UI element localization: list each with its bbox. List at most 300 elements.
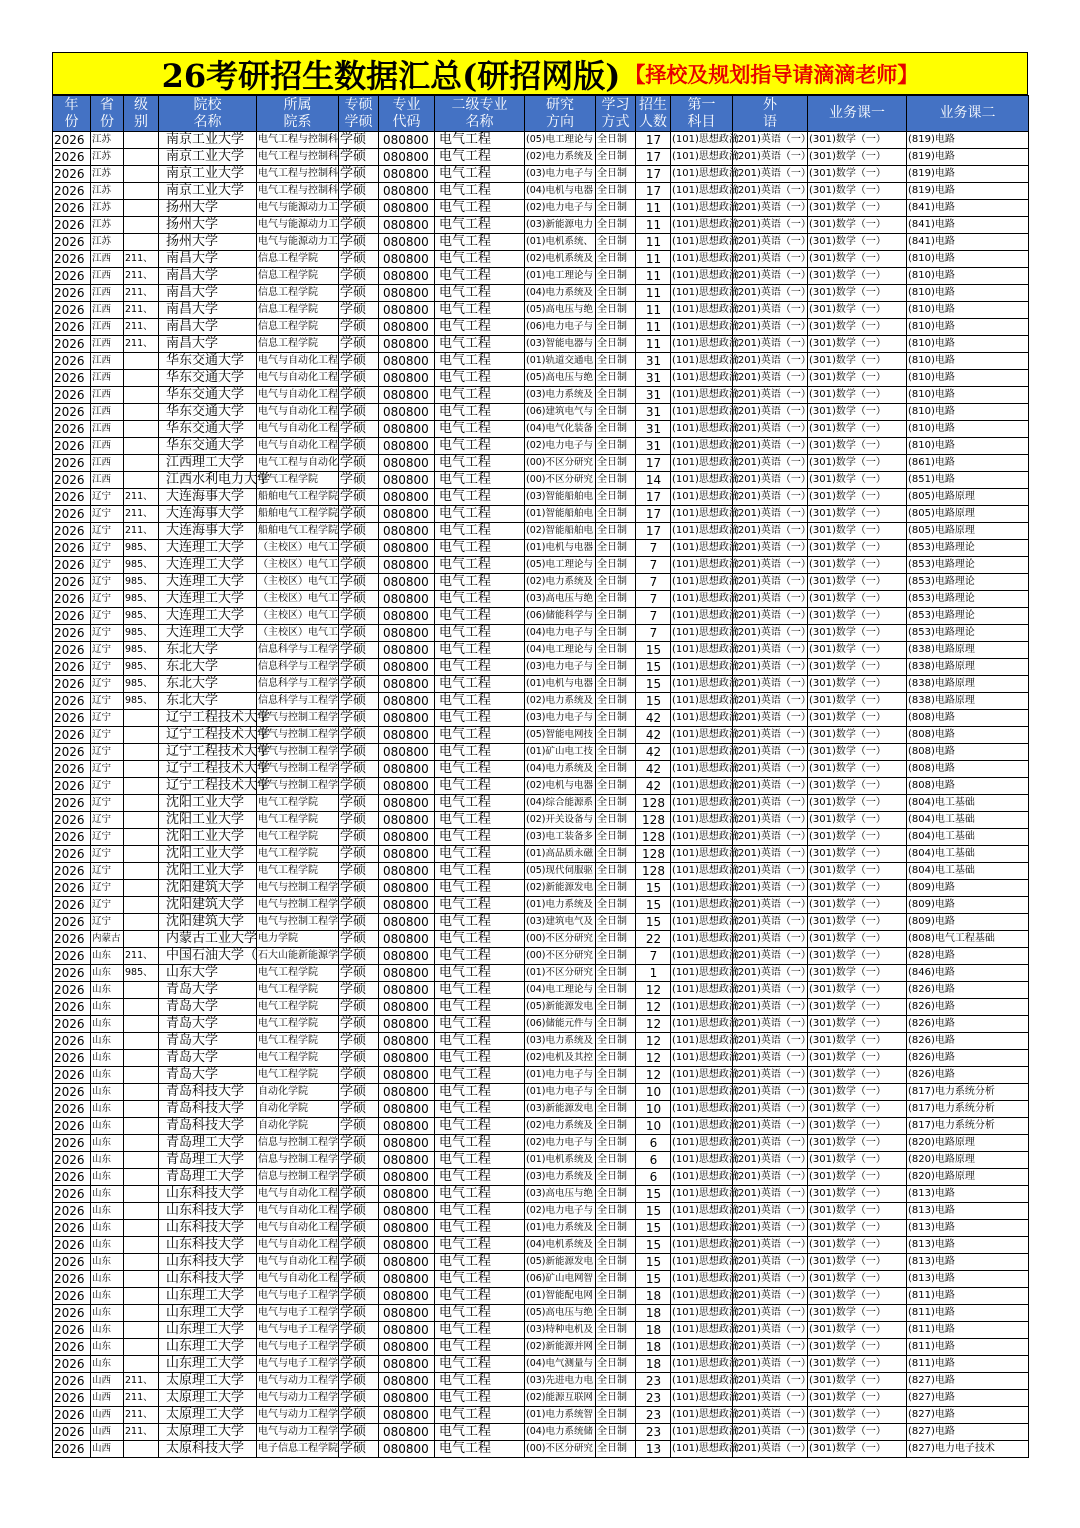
course-1-cell[interactable]: (301)数学（一） — [808, 506, 907, 523]
language-cell[interactable]: (201)英语（一） — [733, 1169, 808, 1186]
course-1-cell[interactable]: (301)数学（一） — [808, 404, 907, 421]
language-cell[interactable]: (201)英语（一） — [733, 863, 808, 880]
university-cell[interactable]: 青岛科技大学 — [159, 1118, 257, 1135]
major-code-cell[interactable]: 080800 — [379, 1373, 435, 1390]
degree-type-cell[interactable]: 学硕 — [339, 268, 379, 285]
degree-type-cell[interactable]: 学硕 — [339, 982, 379, 999]
degree-type-cell[interactable]: 学硕 — [339, 574, 379, 591]
university-cell[interactable]: 南昌大学 — [159, 319, 257, 336]
degree-type-cell[interactable]: 学硕 — [339, 829, 379, 846]
university-cell[interactable]: 太原理工大学 — [159, 1390, 257, 1407]
degree-type-cell[interactable]: 学硕 — [339, 455, 379, 472]
year-cell[interactable]: 2026 — [53, 455, 91, 472]
course-1-cell[interactable]: (301)数学（一） — [808, 268, 907, 285]
direction-cell[interactable]: (02)电力系统及 — [525, 574, 596, 591]
language-cell[interactable]: (201)英语（一） — [733, 319, 808, 336]
major-name-cell[interactable]: 电气工程 — [435, 404, 525, 421]
course-2-cell[interactable]: (808)电路 — [907, 761, 1029, 778]
subject-1-cell[interactable]: (101)思想政治 — [671, 1084, 733, 1101]
subject-1-cell[interactable]: (101)思想政治 — [671, 234, 733, 251]
level-cell[interactable]: 211、 — [124, 268, 159, 285]
study-mode-cell[interactable]: 全日制 — [596, 1050, 636, 1067]
major-code-cell[interactable]: 080800 — [379, 659, 435, 676]
language-cell[interactable]: (201)英语（一） — [733, 268, 808, 285]
level-cell[interactable]: 985、 — [124, 540, 159, 557]
course-1-cell[interactable]: (301)数学（一） — [808, 1356, 907, 1373]
quota-cell[interactable]: 12 — [636, 982, 671, 999]
province-cell[interactable]: 江苏 — [91, 183, 124, 200]
province-cell[interactable]: 山东 — [91, 1067, 124, 1084]
quota-cell[interactable]: 11 — [636, 285, 671, 302]
college-cell[interactable]: 电气工程与控制科 — [257, 149, 339, 166]
major-code-cell[interactable]: 080800 — [379, 1305, 435, 1322]
level-cell[interactable]: 985、 — [124, 693, 159, 710]
course-2-cell[interactable]: (810)电路 — [907, 319, 1029, 336]
course-1-cell[interactable]: (301)数学（一） — [808, 1339, 907, 1356]
direction-cell[interactable]: (03)特种电机及 — [525, 1322, 596, 1339]
university-cell[interactable]: 南昌大学 — [159, 336, 257, 353]
major-name-cell[interactable]: 电气工程 — [435, 795, 525, 812]
study-mode-cell[interactable]: 全日制 — [596, 608, 636, 625]
direction-cell[interactable]: (03)电力电子与 — [525, 166, 596, 183]
level-cell[interactable] — [124, 1322, 159, 1339]
province-cell[interactable]: 辽宁 — [91, 863, 124, 880]
degree-type-cell[interactable]: 学硕 — [339, 234, 379, 251]
subject-1-cell[interactable]: (101)思想政治 — [671, 1067, 733, 1084]
degree-type-cell[interactable]: 学硕 — [339, 370, 379, 387]
course-2-cell[interactable]: (817)电力系统分析 — [907, 1084, 1029, 1101]
direction-cell[interactable]: (02)电力系统及 — [525, 693, 596, 710]
college-cell[interactable]: 电气与动力工程学 — [257, 1390, 339, 1407]
level-cell[interactable] — [124, 931, 159, 948]
subject-1-cell[interactable]: (101)思想政治 — [671, 166, 733, 183]
subject-1-cell[interactable]: (101)思想政治 — [671, 659, 733, 676]
degree-type-cell[interactable]: 学硕 — [339, 1033, 379, 1050]
level-cell[interactable]: 211、 — [124, 489, 159, 506]
direction-cell[interactable]: (00)不区分研究 — [525, 931, 596, 948]
province-cell[interactable]: 山西 — [91, 1441, 124, 1458]
quota-cell[interactable]: 12 — [636, 999, 671, 1016]
direction-cell[interactable]: (06)建筑电气与 — [525, 404, 596, 421]
degree-type-cell[interactable]: 学硕 — [339, 421, 379, 438]
language-cell[interactable]: (201)英语（一） — [733, 132, 808, 149]
province-cell[interactable]: 江西 — [91, 285, 124, 302]
university-cell[interactable]: 青岛科技大学 — [159, 1101, 257, 1118]
level-cell[interactable] — [124, 914, 159, 931]
year-cell[interactable]: 2026 — [53, 1254, 91, 1271]
university-cell[interactable]: 华东交通大学 — [159, 438, 257, 455]
study-mode-cell[interactable]: 全日制 — [596, 846, 636, 863]
quota-cell[interactable]: 6 — [636, 1169, 671, 1186]
university-cell[interactable]: 山东理工大学 — [159, 1288, 257, 1305]
study-mode-cell[interactable]: 全日制 — [596, 1424, 636, 1441]
study-mode-cell[interactable]: 全日制 — [596, 1339, 636, 1356]
course-2-cell[interactable]: (826)电路 — [907, 999, 1029, 1016]
major-code-cell[interactable]: 080800 — [379, 217, 435, 234]
major-code-cell[interactable]: 080800 — [379, 353, 435, 370]
course-2-cell[interactable]: (826)电路 — [907, 1050, 1029, 1067]
level-cell[interactable] — [124, 370, 159, 387]
study-mode-cell[interactable]: 全日制 — [596, 744, 636, 761]
language-cell[interactable]: (201)英语（一） — [733, 1186, 808, 1203]
course-1-cell[interactable]: (301)数学（一） — [808, 999, 907, 1016]
level-cell[interactable]: 211、 — [124, 336, 159, 353]
direction-cell[interactable]: (02)智能船舶电 — [525, 523, 596, 540]
college-cell[interactable]: 信息与控制工程学 — [257, 1169, 339, 1186]
university-cell[interactable]: 山东科技大学 — [159, 1220, 257, 1237]
year-cell[interactable]: 2026 — [53, 880, 91, 897]
degree-type-cell[interactable]: 学硕 — [339, 1288, 379, 1305]
quota-cell[interactable]: 10 — [636, 1118, 671, 1135]
course-2-cell[interactable]: (810)电路 — [907, 353, 1029, 370]
major-code-cell[interactable]: 080800 — [379, 1356, 435, 1373]
major-name-cell[interactable]: 电气工程 — [435, 591, 525, 608]
year-cell[interactable]: 2026 — [53, 353, 91, 370]
subject-1-cell[interactable]: (101)思想政治 — [671, 1186, 733, 1203]
major-name-cell[interactable]: 电气工程 — [435, 421, 525, 438]
major-code-cell[interactable]: 080800 — [379, 1118, 435, 1135]
direction-cell[interactable]: (03)新能源电力 — [525, 217, 596, 234]
major-name-cell[interactable]: 电气工程 — [435, 489, 525, 506]
quota-cell[interactable]: 23 — [636, 1424, 671, 1441]
college-cell[interactable]: 自动化学院 — [257, 1084, 339, 1101]
major-code-cell[interactable]: 080800 — [379, 285, 435, 302]
language-cell[interactable]: (201)英语（一） — [733, 1203, 808, 1220]
subject-1-cell[interactable]: (101)思想政治 — [671, 455, 733, 472]
province-cell[interactable]: 辽宁 — [91, 693, 124, 710]
year-cell[interactable]: 2026 — [53, 489, 91, 506]
direction-cell[interactable]: (03)建筑电气及 — [525, 914, 596, 931]
quota-cell[interactable]: 18 — [636, 1322, 671, 1339]
major-name-cell[interactable]: 电气工程 — [435, 1254, 525, 1271]
province-cell[interactable]: 辽宁 — [91, 574, 124, 591]
direction-cell[interactable]: (03)新能源发电 — [525, 1101, 596, 1118]
course-1-cell[interactable]: (301)数学（一） — [808, 693, 907, 710]
year-cell[interactable]: 2026 — [53, 1390, 91, 1407]
major-name-cell[interactable]: 电气工程 — [435, 863, 525, 880]
level-cell[interactable] — [124, 812, 159, 829]
direction-cell[interactable]: (01)智能船舶电 — [525, 506, 596, 523]
quota-cell[interactable]: 7 — [636, 574, 671, 591]
language-cell[interactable]: (201)英语（一） — [733, 1424, 808, 1441]
degree-type-cell[interactable]: 学硕 — [339, 1050, 379, 1067]
degree-type-cell[interactable]: 学硕 — [339, 965, 379, 982]
university-cell[interactable]: 扬州大学 — [159, 200, 257, 217]
direction-cell[interactable]: (00)不区分研究 — [525, 1441, 596, 1458]
college-cell[interactable]: 电气与自动化工程 — [257, 1186, 339, 1203]
college-cell[interactable]: 电气与自动化工程 — [257, 1220, 339, 1237]
major-name-cell[interactable]: 电气工程 — [435, 642, 525, 659]
university-cell[interactable]: 太原理工大学 — [159, 1373, 257, 1390]
study-mode-cell[interactable]: 全日制 — [596, 1118, 636, 1135]
course-1-cell[interactable]: (301)数学（一） — [808, 812, 907, 829]
column-header[interactable] — [636, 96, 671, 132]
quota-cell[interactable]: 31 — [636, 438, 671, 455]
level-cell[interactable]: 211、 — [124, 948, 159, 965]
major-name-cell[interactable]: 电气工程 — [435, 1050, 525, 1067]
university-cell[interactable]: 青岛大学 — [159, 1033, 257, 1050]
course-1-cell[interactable]: (301)数学（一） — [808, 744, 907, 761]
course-2-cell[interactable]: (804)电工基础 — [907, 812, 1029, 829]
language-cell[interactable]: (201)英语（一） — [733, 931, 808, 948]
quota-cell[interactable]: 11 — [636, 200, 671, 217]
major-code-cell[interactable]: 080800 — [379, 421, 435, 438]
language-cell[interactable]: (201)英语（一） — [733, 574, 808, 591]
province-cell[interactable]: 辽宁 — [91, 897, 124, 914]
direction-cell[interactable]: (04)电机与电器 — [525, 183, 596, 200]
level-cell[interactable] — [124, 404, 159, 421]
study-mode-cell[interactable]: 全日制 — [596, 693, 636, 710]
study-mode-cell[interactable]: 全日制 — [596, 778, 636, 795]
quota-cell[interactable]: 31 — [636, 404, 671, 421]
column-header[interactable] — [435, 96, 525, 132]
university-cell[interactable]: 青岛大学 — [159, 1050, 257, 1067]
level-cell[interactable]: 211、 — [124, 302, 159, 319]
course-2-cell[interactable]: (804)电工基础 — [907, 795, 1029, 812]
course-2-cell[interactable]: (826)电路 — [907, 1033, 1029, 1050]
university-cell[interactable]: 扬州大学 — [159, 217, 257, 234]
university-cell[interactable]: 大连理工大学 — [159, 591, 257, 608]
degree-type-cell[interactable]: 学硕 — [339, 676, 379, 693]
level-cell[interactable] — [124, 455, 159, 472]
subject-1-cell[interactable]: (101)思想政治 — [671, 1220, 733, 1237]
course-2-cell[interactable]: (813)电路 — [907, 1203, 1029, 1220]
language-cell[interactable]: (201)英语（一） — [733, 455, 808, 472]
course-1-cell[interactable]: (301)数学（一） — [808, 1203, 907, 1220]
study-mode-cell[interactable]: 全日制 — [596, 1356, 636, 1373]
university-cell[interactable]: 南京工业大学 — [159, 149, 257, 166]
level-cell[interactable] — [124, 132, 159, 149]
language-cell[interactable]: (201)英语（一） — [733, 183, 808, 200]
level-cell[interactable] — [124, 1169, 159, 1186]
quota-cell[interactable]: 15 — [636, 1254, 671, 1271]
degree-type-cell[interactable]: 学硕 — [339, 693, 379, 710]
year-cell[interactable]: 2026 — [53, 1288, 91, 1305]
language-cell[interactable]: (201)英语（一） — [733, 540, 808, 557]
university-cell[interactable]: 山东理工大学 — [159, 1305, 257, 1322]
degree-type-cell[interactable]: 学硕 — [339, 625, 379, 642]
major-code-cell[interactable]: 080800 — [379, 1050, 435, 1067]
university-cell[interactable]: 青岛理工大学 — [159, 1169, 257, 1186]
course-2-cell[interactable]: (819)电路 — [907, 132, 1029, 149]
level-cell[interactable] — [124, 1203, 159, 1220]
study-mode-cell[interactable]: 全日制 — [596, 404, 636, 421]
level-cell[interactable]: 985、 — [124, 591, 159, 608]
major-code-cell[interactable]: 080800 — [379, 1390, 435, 1407]
study-mode-cell[interactable]: 全日制 — [596, 659, 636, 676]
subject-1-cell[interactable]: (101)思想政治 — [671, 1373, 733, 1390]
study-mode-cell[interactable]: 全日制 — [596, 489, 636, 506]
language-cell[interactable]: (201)英语（一） — [733, 642, 808, 659]
course-1-cell[interactable]: (301)数学（一） — [808, 1288, 907, 1305]
subject-1-cell[interactable]: (101)思想政治 — [671, 1152, 733, 1169]
major-code-cell[interactable]: 080800 — [379, 1152, 435, 1169]
level-cell[interactable] — [124, 166, 159, 183]
direction-cell[interactable]: (04)电力电子与 — [525, 625, 596, 642]
college-cell[interactable]: 电气与电子工程学 — [257, 1322, 339, 1339]
course-1-cell[interactable]: (301)数学（一） — [808, 863, 907, 880]
college-cell[interactable]: 自动化学院 — [257, 1101, 339, 1118]
province-cell[interactable]: 江苏 — [91, 200, 124, 217]
language-cell[interactable]: (201)英语（一） — [733, 234, 808, 251]
quota-cell[interactable]: 22 — [636, 931, 671, 948]
college-cell[interactable]: 电气与能源动力工 — [257, 234, 339, 251]
degree-type-cell[interactable]: 学硕 — [339, 540, 379, 557]
university-cell[interactable]: 山东科技大学 — [159, 1203, 257, 1220]
year-cell[interactable]: 2026 — [53, 1237, 91, 1254]
language-cell[interactable]: (201)英语（一） — [733, 1288, 808, 1305]
major-code-cell[interactable]: 080800 — [379, 1135, 435, 1152]
university-cell[interactable]: 沈阳建筑大学 — [159, 914, 257, 931]
course-1-cell[interactable]: (301)数学（一） — [808, 132, 907, 149]
degree-type-cell[interactable]: 学硕 — [339, 217, 379, 234]
course-2-cell[interactable]: (808)电路 — [907, 778, 1029, 795]
college-cell[interactable]: 电气与控制工程学 — [257, 761, 339, 778]
year-cell[interactable]: 2026 — [53, 302, 91, 319]
year-cell[interactable]: 2026 — [53, 931, 91, 948]
level-cell[interactable] — [124, 1305, 159, 1322]
subject-1-cell[interactable]: (101)思想政治 — [671, 965, 733, 982]
level-cell[interactable] — [124, 778, 159, 795]
major-name-cell[interactable]: 电气工程 — [435, 1305, 525, 1322]
subject-1-cell[interactable]: (101)思想政治 — [671, 591, 733, 608]
course-1-cell[interactable]: (301)数学（一） — [808, 1305, 907, 1322]
major-code-cell[interactable]: 080800 — [379, 302, 435, 319]
language-cell[interactable]: (201)英语（一） — [733, 1033, 808, 1050]
degree-type-cell[interactable]: 学硕 — [339, 438, 379, 455]
year-cell[interactable]: 2026 — [53, 404, 91, 421]
province-cell[interactable]: 山东 — [91, 965, 124, 982]
course-2-cell[interactable]: (838)电路原理 — [907, 642, 1029, 659]
level-cell[interactable] — [124, 1033, 159, 1050]
quota-cell[interactable]: 12 — [636, 1067, 671, 1084]
direction-cell[interactable]: (06)电力电子与 — [525, 319, 596, 336]
level-cell[interactable] — [124, 744, 159, 761]
major-name-cell[interactable]: 电气工程 — [435, 693, 525, 710]
course-1-cell[interactable]: (301)数学（一） — [808, 659, 907, 676]
province-cell[interactable]: 辽宁 — [91, 829, 124, 846]
direction-cell[interactable]: (05)新能源发电 — [525, 1254, 596, 1271]
major-name-cell[interactable]: 电气工程 — [435, 217, 525, 234]
major-name-cell[interactable]: 电气工程 — [435, 1220, 525, 1237]
quota-cell[interactable]: 7 — [636, 625, 671, 642]
study-mode-cell[interactable]: 全日制 — [596, 1373, 636, 1390]
degree-type-cell[interactable]: 学硕 — [339, 1084, 379, 1101]
course-2-cell[interactable]: (853)电路理论 — [907, 591, 1029, 608]
province-cell[interactable]: 山东 — [91, 1237, 124, 1254]
major-name-cell[interactable]: 电气工程 — [435, 880, 525, 897]
course-1-cell[interactable]: (301)数学（一） — [808, 438, 907, 455]
course-2-cell[interactable]: (819)电路 — [907, 183, 1029, 200]
college-cell[interactable]: 信息工程学院 — [257, 285, 339, 302]
degree-type-cell[interactable]: 学硕 — [339, 506, 379, 523]
direction-cell[interactable]: (02)电机与电器 — [525, 778, 596, 795]
major-code-cell[interactable]: 080800 — [379, 1033, 435, 1050]
language-cell[interactable]: (201)英语（一） — [733, 948, 808, 965]
course-2-cell[interactable]: (841)电路 — [907, 200, 1029, 217]
degree-type-cell[interactable]: 学硕 — [339, 387, 379, 404]
college-cell[interactable]: 电气与控制工程学 — [257, 710, 339, 727]
university-cell[interactable]: 沈阳工业大学 — [159, 795, 257, 812]
province-cell[interactable]: 山东 — [91, 1322, 124, 1339]
subject-1-cell[interactable]: (101)思想政治 — [671, 744, 733, 761]
major-name-cell[interactable]: 电气工程 — [435, 302, 525, 319]
subject-1-cell[interactable]: (101)思想政治 — [671, 812, 733, 829]
quota-cell[interactable]: 23 — [636, 1373, 671, 1390]
year-cell[interactable]: 2026 — [53, 1441, 91, 1458]
column-header[interactable] — [733, 96, 808, 132]
major-name-cell[interactable]: 电气工程 — [435, 1322, 525, 1339]
subject-1-cell[interactable]: (101)思想政治 — [671, 1305, 733, 1322]
college-cell[interactable]: 电气与动力工程学 — [257, 1407, 339, 1424]
quota-cell[interactable]: 17 — [636, 183, 671, 200]
study-mode-cell[interactable]: 全日制 — [596, 1288, 636, 1305]
direction-cell[interactable]: (01)电机与电器 — [525, 540, 596, 557]
major-code-cell[interactable]: 080800 — [379, 1271, 435, 1288]
province-cell[interactable]: 山西 — [91, 1424, 124, 1441]
course-2-cell[interactable]: (817)电力系统分析 — [907, 1101, 1029, 1118]
quota-cell[interactable]: 11 — [636, 251, 671, 268]
course-2-cell[interactable]: (853)电路理论 — [907, 557, 1029, 574]
major-code-cell[interactable]: 080800 — [379, 1067, 435, 1084]
province-cell[interactable]: 江西 — [91, 455, 124, 472]
subject-1-cell[interactable]: (101)思想政治 — [671, 1390, 733, 1407]
study-mode-cell[interactable]: 全日制 — [596, 557, 636, 574]
province-cell[interactable]: 辽宁 — [91, 625, 124, 642]
major-name-cell[interactable]: 电气工程 — [435, 1101, 525, 1118]
university-cell[interactable]: 沈阳工业大学 — [159, 863, 257, 880]
language-cell[interactable]: (201)英语（一） — [733, 1101, 808, 1118]
level-cell[interactable] — [124, 353, 159, 370]
degree-type-cell[interactable]: 学硕 — [339, 489, 379, 506]
university-cell[interactable]: 青岛大学 — [159, 1016, 257, 1033]
direction-cell[interactable]: (04)电力系统储 — [525, 1424, 596, 1441]
province-cell[interactable]: 辽宁 — [91, 795, 124, 812]
province-cell[interactable]: 山东 — [91, 1271, 124, 1288]
major-name-cell[interactable]: 电气工程 — [435, 659, 525, 676]
language-cell[interactable]: (201)英语（一） — [733, 914, 808, 931]
course-1-cell[interactable]: (301)数学（一） — [808, 523, 907, 540]
year-cell[interactable]: 2026 — [53, 557, 91, 574]
degree-type-cell[interactable]: 学硕 — [339, 336, 379, 353]
language-cell[interactable]: (201)英语（一） — [733, 693, 808, 710]
university-cell[interactable]: 华东交通大学 — [159, 421, 257, 438]
province-cell[interactable]: 江西 — [91, 268, 124, 285]
level-cell[interactable]: 985、 — [124, 574, 159, 591]
quota-cell[interactable]: 11 — [636, 234, 671, 251]
level-cell[interactable] — [124, 1441, 159, 1458]
province-cell[interactable]: 江西 — [91, 319, 124, 336]
level-cell[interactable]: 985、 — [124, 659, 159, 676]
direction-cell[interactable]: (01)智能配电网 — [525, 1288, 596, 1305]
study-mode-cell[interactable]: 全日制 — [596, 1067, 636, 1084]
course-2-cell[interactable]: (811)电路 — [907, 1322, 1029, 1339]
direction-cell[interactable]: (04)综合能源系 — [525, 795, 596, 812]
degree-type-cell[interactable]: 学硕 — [339, 285, 379, 302]
degree-type-cell[interactable]: 学硕 — [339, 1135, 379, 1152]
year-cell[interactable]: 2026 — [53, 812, 91, 829]
level-cell[interactable]: 211、 — [124, 506, 159, 523]
subject-1-cell[interactable]: (101)思想政治 — [671, 353, 733, 370]
course-2-cell[interactable]: (810)电路 — [907, 387, 1029, 404]
study-mode-cell[interactable]: 全日制 — [596, 676, 636, 693]
course-2-cell[interactable]: (810)电路 — [907, 268, 1029, 285]
language-cell[interactable]: (201)英语（一） — [733, 1373, 808, 1390]
direction-cell[interactable]: (05)高电压与绝 — [525, 302, 596, 319]
direction-cell[interactable]: (00)不区分研究 — [525, 948, 596, 965]
direction-cell[interactable]: (01)轨道交通电 — [525, 353, 596, 370]
degree-type-cell[interactable]: 学硕 — [339, 778, 379, 795]
